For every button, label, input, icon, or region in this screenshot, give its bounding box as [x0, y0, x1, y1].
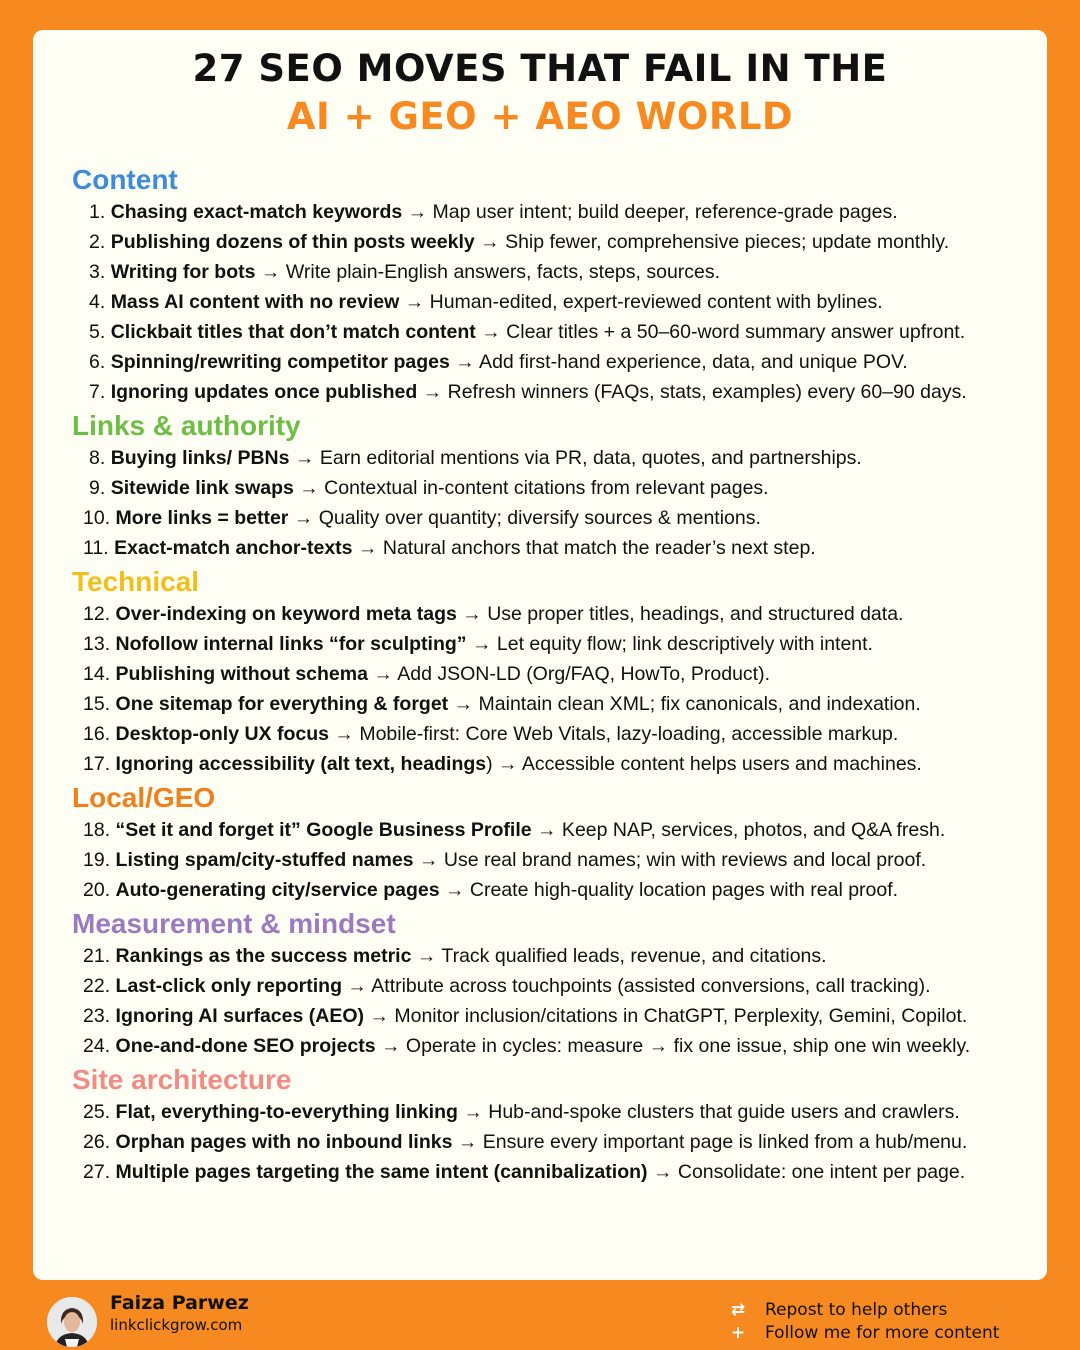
failing-move: Publishing without schema	[115, 663, 368, 685]
item-number: 2.	[89, 231, 106, 253]
failing-move: Last-click only reporting	[115, 975, 342, 997]
footer	[0, 1280, 1080, 1350]
item-number: 13.	[83, 633, 111, 655]
item-number: 22.	[83, 975, 111, 997]
list-item	[72, 1127, 1037, 1157]
list-item	[72, 941, 1037, 971]
item-number: 7.	[89, 381, 106, 403]
arrow-icon: →	[471, 633, 492, 655]
recommended-fix: Let equity flow; link descriptively with intent.	[491, 633, 873, 655]
failing-move: Multiple pages targeting the same intent (cannibalization)	[115, 1161, 648, 1183]
section-list	[72, 197, 1037, 407]
item-number: 18.	[83, 819, 111, 841]
list-item	[72, 377, 1037, 407]
section-heading: Links & authority	[72, 410, 301, 441]
failing-move: Sitewide link swaps	[110, 477, 294, 499]
item-number: 9.	[89, 477, 106, 499]
list-item	[72, 689, 1037, 719]
sections-container	[72, 163, 1037, 1189]
item-number: 19.	[83, 849, 111, 871]
recommended-fix: Operate in cycles: measure → fix one issue, ship one win weekly.	[400, 1035, 971, 1057]
item-number: 14.	[83, 663, 111, 685]
failing-move: Desktop-only UX focus	[115, 723, 329, 745]
recommended-fix: Map user intent; build deeper, reference-grade pages.	[427, 201, 898, 223]
item-number: 12.	[83, 603, 111, 625]
list-item	[72, 1157, 1037, 1187]
repost-label: Repost to help others	[765, 1300, 948, 1320]
failing-move: Over-indexing on keyword meta tags	[115, 603, 457, 625]
list-item	[72, 503, 1037, 533]
plus-icon: +	[730, 1323, 746, 1343]
arrow-icon: →	[404, 291, 425, 313]
arrow-icon: →	[537, 819, 557, 841]
item-number: 25.	[83, 1101, 111, 1123]
item-number: 10.	[83, 507, 111, 529]
failing-move: One-and-done SEO projects	[115, 1035, 376, 1057]
title-line-1: 27 SEO MOVES THAT FAIL IN THE	[192, 47, 888, 90]
failing-move: More links = better	[115, 507, 294, 529]
recommended-fix: Human-edited, expert-reviewed content with bylines.	[424, 291, 883, 313]
item-number: 21.	[83, 945, 111, 967]
arrow-icon: →	[455, 351, 475, 373]
arrow-icon: →	[480, 231, 500, 253]
section-heading: Local/GEO	[72, 782, 216, 813]
section-list	[72, 941, 1037, 1061]
list-item	[72, 599, 1037, 629]
failing-move: Writing for bots	[110, 261, 256, 283]
failing-move: Orphan pages with no inbound links	[115, 1131, 453, 1153]
item-number: 3.	[89, 261, 106, 283]
item-number: 23.	[83, 1005, 111, 1027]
arrow-icon: →	[357, 537, 378, 559]
list-item	[72, 197, 1037, 227]
section-list	[72, 599, 1037, 779]
failing-move: “Set it and forget it” Google Business Profile	[115, 819, 532, 841]
arrow-icon: →	[444, 879, 465, 901]
list-item	[72, 533, 1037, 563]
recommended-fix: Consolidate: one intent per page.	[672, 1161, 966, 1183]
arrow-icon: →	[407, 201, 428, 223]
arrow-icon: →	[422, 381, 443, 403]
follow-cta[interactable]	[727, 1323, 999, 1343]
failing-move: Rankings as the success metric	[115, 945, 412, 967]
section-list	[72, 815, 1037, 905]
item-number: 5.	[89, 321, 106, 343]
recommended-fix: Monitor inclusion/citations in ChatGPT, Perplexity, Gemini, Copilot.	[388, 1005, 968, 1027]
failing-move: Ignoring updates once published	[110, 381, 418, 403]
failing-move: Mass AI content with no review	[110, 291, 400, 313]
item-number: 1.	[89, 201, 106, 223]
author-name[interactable]: Faiza Parwez	[110, 1292, 249, 1314]
arrow-icon: →	[347, 975, 367, 997]
failing-move: Ignoring AI surfaces (AEO)	[115, 1005, 365, 1027]
recommended-fix: Attribute across touchpoints (assisted conversions, call tracking).	[366, 975, 931, 997]
list-item	[72, 317, 1037, 347]
list-item	[72, 1001, 1037, 1031]
arrow-icon: →	[381, 1035, 401, 1057]
section-heading: Content	[72, 164, 178, 195]
item-number: 11.	[83, 537, 109, 559]
recommended-fix: Mobile-first: Core Web Vitals, lazy-loading, accessible markup.	[353, 723, 899, 745]
recommended-fix: Natural anchors that match the reader’s next step.	[377, 537, 816, 559]
item-number: 16.	[83, 723, 111, 745]
recommended-fix: Earn editorial mentions via PR, data, quotes, and partnerships.	[314, 447, 862, 469]
list-item	[72, 473, 1037, 503]
recommended-fix: Use proper titles, headings, and structured data.	[481, 603, 904, 625]
failing-move: Chasing exact-match keywords	[110, 201, 403, 223]
section-list	[72, 443, 1037, 563]
list-item	[72, 659, 1037, 689]
recommended-fix: Contextual in-content citations from relevant pages.	[318, 477, 769, 499]
recommended-fix: Hub-and-spoke clusters that guide users and crawlers.	[482, 1101, 960, 1123]
item-number: 15.	[83, 693, 111, 715]
section-heading: Measurement & mindset	[72, 908, 396, 939]
recommended-fix: Write plain-English answers, facts, steps, sources.	[280, 261, 721, 283]
recommended-fix: ) → Accessible content helps users and machines.	[486, 753, 922, 775]
arrow-icon: →	[418, 849, 439, 871]
arrow-icon: →	[463, 1101, 483, 1123]
arrow-icon: →	[293, 507, 314, 529]
section-heading: Technical	[72, 566, 200, 597]
item-number: 6.	[89, 351, 106, 373]
list-item	[72, 1031, 1037, 1061]
list-item	[72, 629, 1037, 659]
recommended-fix: Add first-hand experience, data, and unique POV.	[474, 351, 908, 373]
failing-move: Spinning/rewriting competitor pages	[110, 351, 450, 373]
recommended-fix: Maintain clean XML; fix canonicals, and indexation.	[473, 693, 921, 715]
list-item	[72, 845, 1037, 875]
list-item	[72, 227, 1037, 257]
item-number: 26.	[83, 1131, 111, 1153]
arrow-icon: →	[369, 1005, 389, 1027]
recommended-fix: Ship fewer, comprehensive pieces; update monthly.	[499, 231, 950, 253]
follow-label: Follow me for more content	[765, 1323, 1000, 1343]
item-number: 8.	[89, 447, 106, 469]
failing-move: Auto-generating city/service pages	[115, 879, 440, 901]
arrow-icon: →	[416, 945, 437, 967]
arrow-icon: →	[481, 321, 501, 343]
item-number: 20.	[83, 879, 111, 901]
list-item	[72, 443, 1037, 473]
title-line-2: AI + GEO + AEO WORLD	[286, 95, 794, 138]
recommended-fix: Keep NAP, services, photos, and Q&A fresh.	[556, 819, 946, 841]
section-list	[72, 1097, 1037, 1187]
item-number: 27.	[83, 1161, 111, 1183]
failing-move: Exact-match anchor-texts	[114, 537, 353, 559]
author-website[interactable]: linkclickgrow.com	[110, 1316, 243, 1334]
list-item	[72, 287, 1037, 317]
failing-move: Buying links/ PBNs	[110, 447, 290, 469]
failing-move: Nofollow internal links “for sculpting”	[115, 633, 467, 655]
arrow-icon: →	[373, 663, 393, 685]
failing-move: Publishing dozens of thin posts weekly	[110, 231, 475, 253]
item-number: 17.	[83, 753, 111, 775]
recommended-fix: Ensure every important page is linked from a hub/menu.	[477, 1131, 968, 1153]
item-number: 4.	[89, 291, 106, 313]
list-item	[72, 749, 1037, 779]
arrow-icon: →	[299, 477, 319, 499]
list-item	[72, 1097, 1037, 1127]
arrow-icon: →	[334, 723, 354, 745]
avatar[interactable]	[47, 1297, 97, 1347]
failing-move: Flat, everything-to-everything linking	[115, 1101, 458, 1123]
repost-icon: ⇄	[730, 1300, 746, 1320]
arrow-icon: →	[462, 603, 482, 625]
list-item	[72, 971, 1037, 1001]
failing-move: Listing spam/city-stuffed names	[115, 849, 414, 871]
arrow-icon: →	[652, 1161, 673, 1183]
arrow-icon: →	[457, 1131, 478, 1153]
repost-cta[interactable]	[727, 1300, 947, 1320]
list-item	[72, 347, 1037, 377]
section-heading: Site architecture	[72, 1064, 292, 1095]
recommended-fix: Create high-quality location pages with real proof.	[464, 879, 899, 901]
arrow-icon: →	[260, 261, 281, 283]
recommended-fix: Quality over quantity; diversify sources & mentions.	[313, 507, 761, 529]
recommended-fix: Clear titles + a 50–60-word summary answer upfront.	[500, 321, 966, 343]
failing-move: Ignoring accessibility (alt text, headings	[115, 753, 487, 775]
item-number: 24.	[83, 1035, 111, 1057]
failing-move: Clickbait titles that don’t match content	[110, 321, 476, 343]
list-item	[72, 815, 1037, 845]
recommended-fix: Refresh winners (FAQs, stats, examples) every 60–90 days.	[442, 381, 967, 403]
failing-move: One sitemap for everything & forget	[115, 693, 449, 715]
list-item	[72, 875, 1037, 905]
list-item	[72, 719, 1037, 749]
content-card	[33, 30, 1047, 1280]
recommended-fix: Use real brand names; win with reviews and local proof.	[438, 849, 927, 871]
arrow-icon: →	[294, 447, 315, 469]
arrow-icon: →	[453, 693, 474, 715]
recommended-fix: Track qualified leads, revenue, and citations.	[436, 945, 827, 967]
list-item	[72, 257, 1037, 287]
recommended-fix: Add JSON-LD (Org/FAQ, HowTo, Product).	[392, 663, 771, 685]
